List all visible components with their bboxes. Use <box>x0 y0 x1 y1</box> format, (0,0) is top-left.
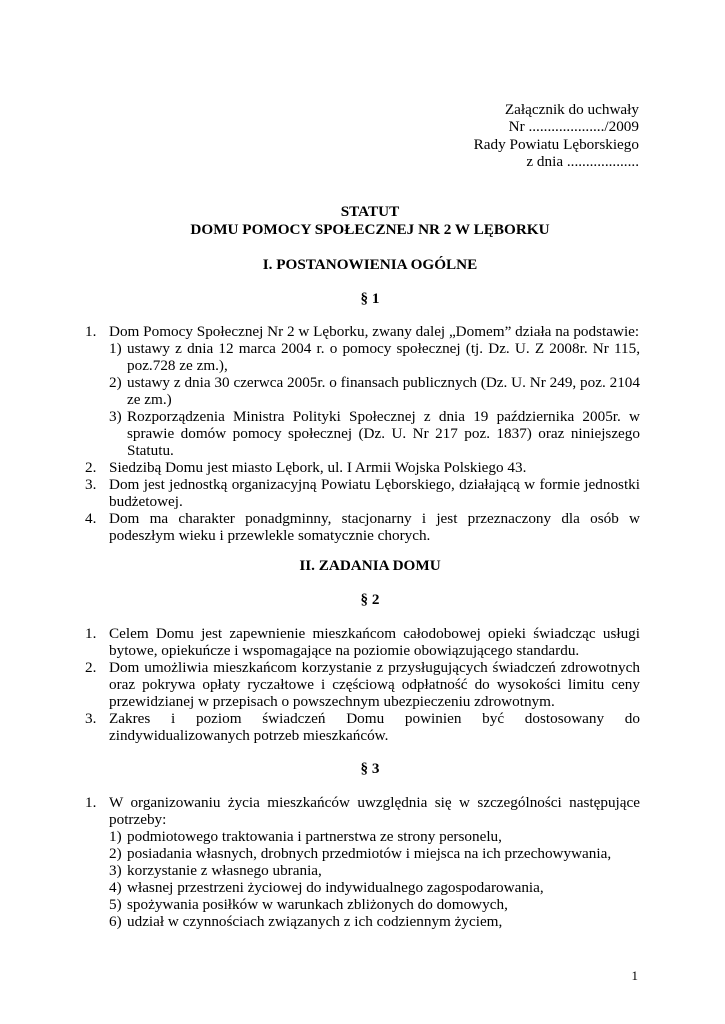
document-subtitle: DOMU POMOCY SPOŁECZNEJ NR 2 W LĘBORKU <box>190 221 550 238</box>
item-text: Dom ma charakter ponadgminny, stacjonarny i jest przeznaczony dla osób w podeszłym wieku i przewlekle somatycznie chorych. <box>109 510 640 544</box>
list-item <box>85 476 640 510</box>
chapter-heading: I. POSTANOWIENIA OGÓLNE <box>262 256 478 273</box>
header-line: z dnia ................... <box>526 152 639 170</box>
item-number: 1. <box>85 794 97 811</box>
sublist-item <box>109 374 640 408</box>
chapter-heading: II. ZADANIA DOMU <box>299 557 441 574</box>
subitem-number: 4) <box>109 879 122 896</box>
list-item <box>85 794 640 930</box>
list-item <box>85 659 640 710</box>
sublist-item <box>109 828 640 845</box>
subitem-text: ustawy z dnia 30 czerwca 2005r. o finansach publicznych (Dz. U. Nr 249, poz. 2104 ze zm.) <box>127 374 640 408</box>
item-number: 4. <box>85 510 97 527</box>
list-item <box>85 625 640 659</box>
item-text: W organizowaniu życia mieszkańców uwzględnia się w szczególności następujące potrzeby: <box>109 794 640 828</box>
item-number: 1. <box>85 323 97 340</box>
subitem-text: własnej przestrzeni życiowej do indywidualnego zagospodarowania, <box>127 879 544 896</box>
item-text: Celem Domu jest zapewnienie mieszkańcom całodobowej opieki świadcząc usługi bytowe, opiekuńcze i wspomagające na poziomie obowiązującego standardu. <box>109 625 640 659</box>
subitem-text: ustawy z dnia 12 marca 2004 r. o pomocy społecznej (tj. Dz. U. Z 2008r. Nr 115, poz.728 ze zm.), <box>127 340 640 374</box>
item-text: Dom jest jednostką organizacyjną Powiatu Lęborskiego, działającą w formie jednostki budżetowej. <box>109 476 640 510</box>
subitem-text: podmiotowego traktowania i partnerstwa ze strony personelu, <box>127 828 502 845</box>
subitem-number: 3) <box>109 862 122 879</box>
subitem-number: 2) <box>109 845 122 862</box>
subitem-number: 3) <box>109 408 122 425</box>
subitem-number: 2) <box>109 374 122 391</box>
item-text: Dom umożliwia mieszkańcom korzystanie z przysługujących świadczeń zdrowotnych oraz pokrywa opłaty ryczałtowe i częściową odpłatność do wysokości limitu ceny przewidzianej w przepisach o powszechnym ubezpieczeniu zdrowotnym. <box>109 659 640 710</box>
item-number: 1. <box>85 625 97 642</box>
subitem-text: spożywania posiłków w warunkach zbliżonych do domowych, <box>127 896 508 913</box>
paragraph-heading: § 1 <box>360 290 380 307</box>
subitem-text: korzystanie z własnego ubrania, <box>127 862 322 879</box>
sublist-item <box>109 340 640 374</box>
item-number: 2. <box>85 459 97 476</box>
subitem-number: 6) <box>109 913 122 930</box>
list-item <box>85 459 640 476</box>
sublist-item <box>109 913 640 930</box>
subitem-number: 1) <box>109 340 122 357</box>
document-title: STATUT <box>340 203 400 220</box>
sublist-item <box>109 879 640 896</box>
subitem-number: 5) <box>109 896 122 913</box>
header-line: Załącznik do uchwały <box>504 101 639 118</box>
sublist <box>109 340 640 459</box>
sublist-item <box>109 896 640 913</box>
paragraph3-body <box>85 794 640 930</box>
sublist-item <box>109 845 640 862</box>
paragraph-heading: § 2 <box>360 591 380 608</box>
page-number: 1 <box>631 968 638 983</box>
item-text: Siedzibą Domu jest miasto Lębork, ul. I Armii Wojska Polskiego 43. <box>109 459 527 476</box>
subitem-number: 1) <box>109 828 122 845</box>
list-item <box>85 510 640 544</box>
sublist-item <box>109 862 640 879</box>
list-item <box>85 323 640 459</box>
attachment-header <box>339 101 639 170</box>
paragraph-heading: § 3 <box>360 760 380 777</box>
chapter2-body <box>85 625 640 744</box>
header-line: Nr ..................../2009 <box>508 118 639 136</box>
item-number: 2. <box>85 659 97 676</box>
sublist-item <box>109 408 640 459</box>
item-number: 3. <box>85 710 97 727</box>
chapter1-body <box>85 323 640 544</box>
item-text: Zakres i poziom świadczeń Domu powinien być dostosowany do zindywidualizowanych potrzeb mieszkańców. <box>109 710 640 744</box>
sublist <box>109 828 640 930</box>
subitem-text: posiadania własnych, drobnych przedmiotów i miejsca na ich przechowywania, <box>127 845 612 862</box>
list-item <box>85 710 640 744</box>
item-text: Dom Pomocy Społecznej Nr 2 w Lęborku, zwany dalej „Domem” działa na podstawie: <box>109 323 640 340</box>
subitem-text: udział w czynnościach związanych z ich codziennym życiem, <box>127 913 503 930</box>
header-line: Rady Powiatu Lęborskiego <box>473 135 639 153</box>
subitem-text: Rozporządzenia Ministra Polityki Społecznej z dnia 19 października 2005r. w sprawie domów pomocy społecznej (Dz. U. Nr 217 poz. 1837) oraz niniejszego Statutu. <box>127 408 640 459</box>
item-number: 3. <box>85 476 97 493</box>
